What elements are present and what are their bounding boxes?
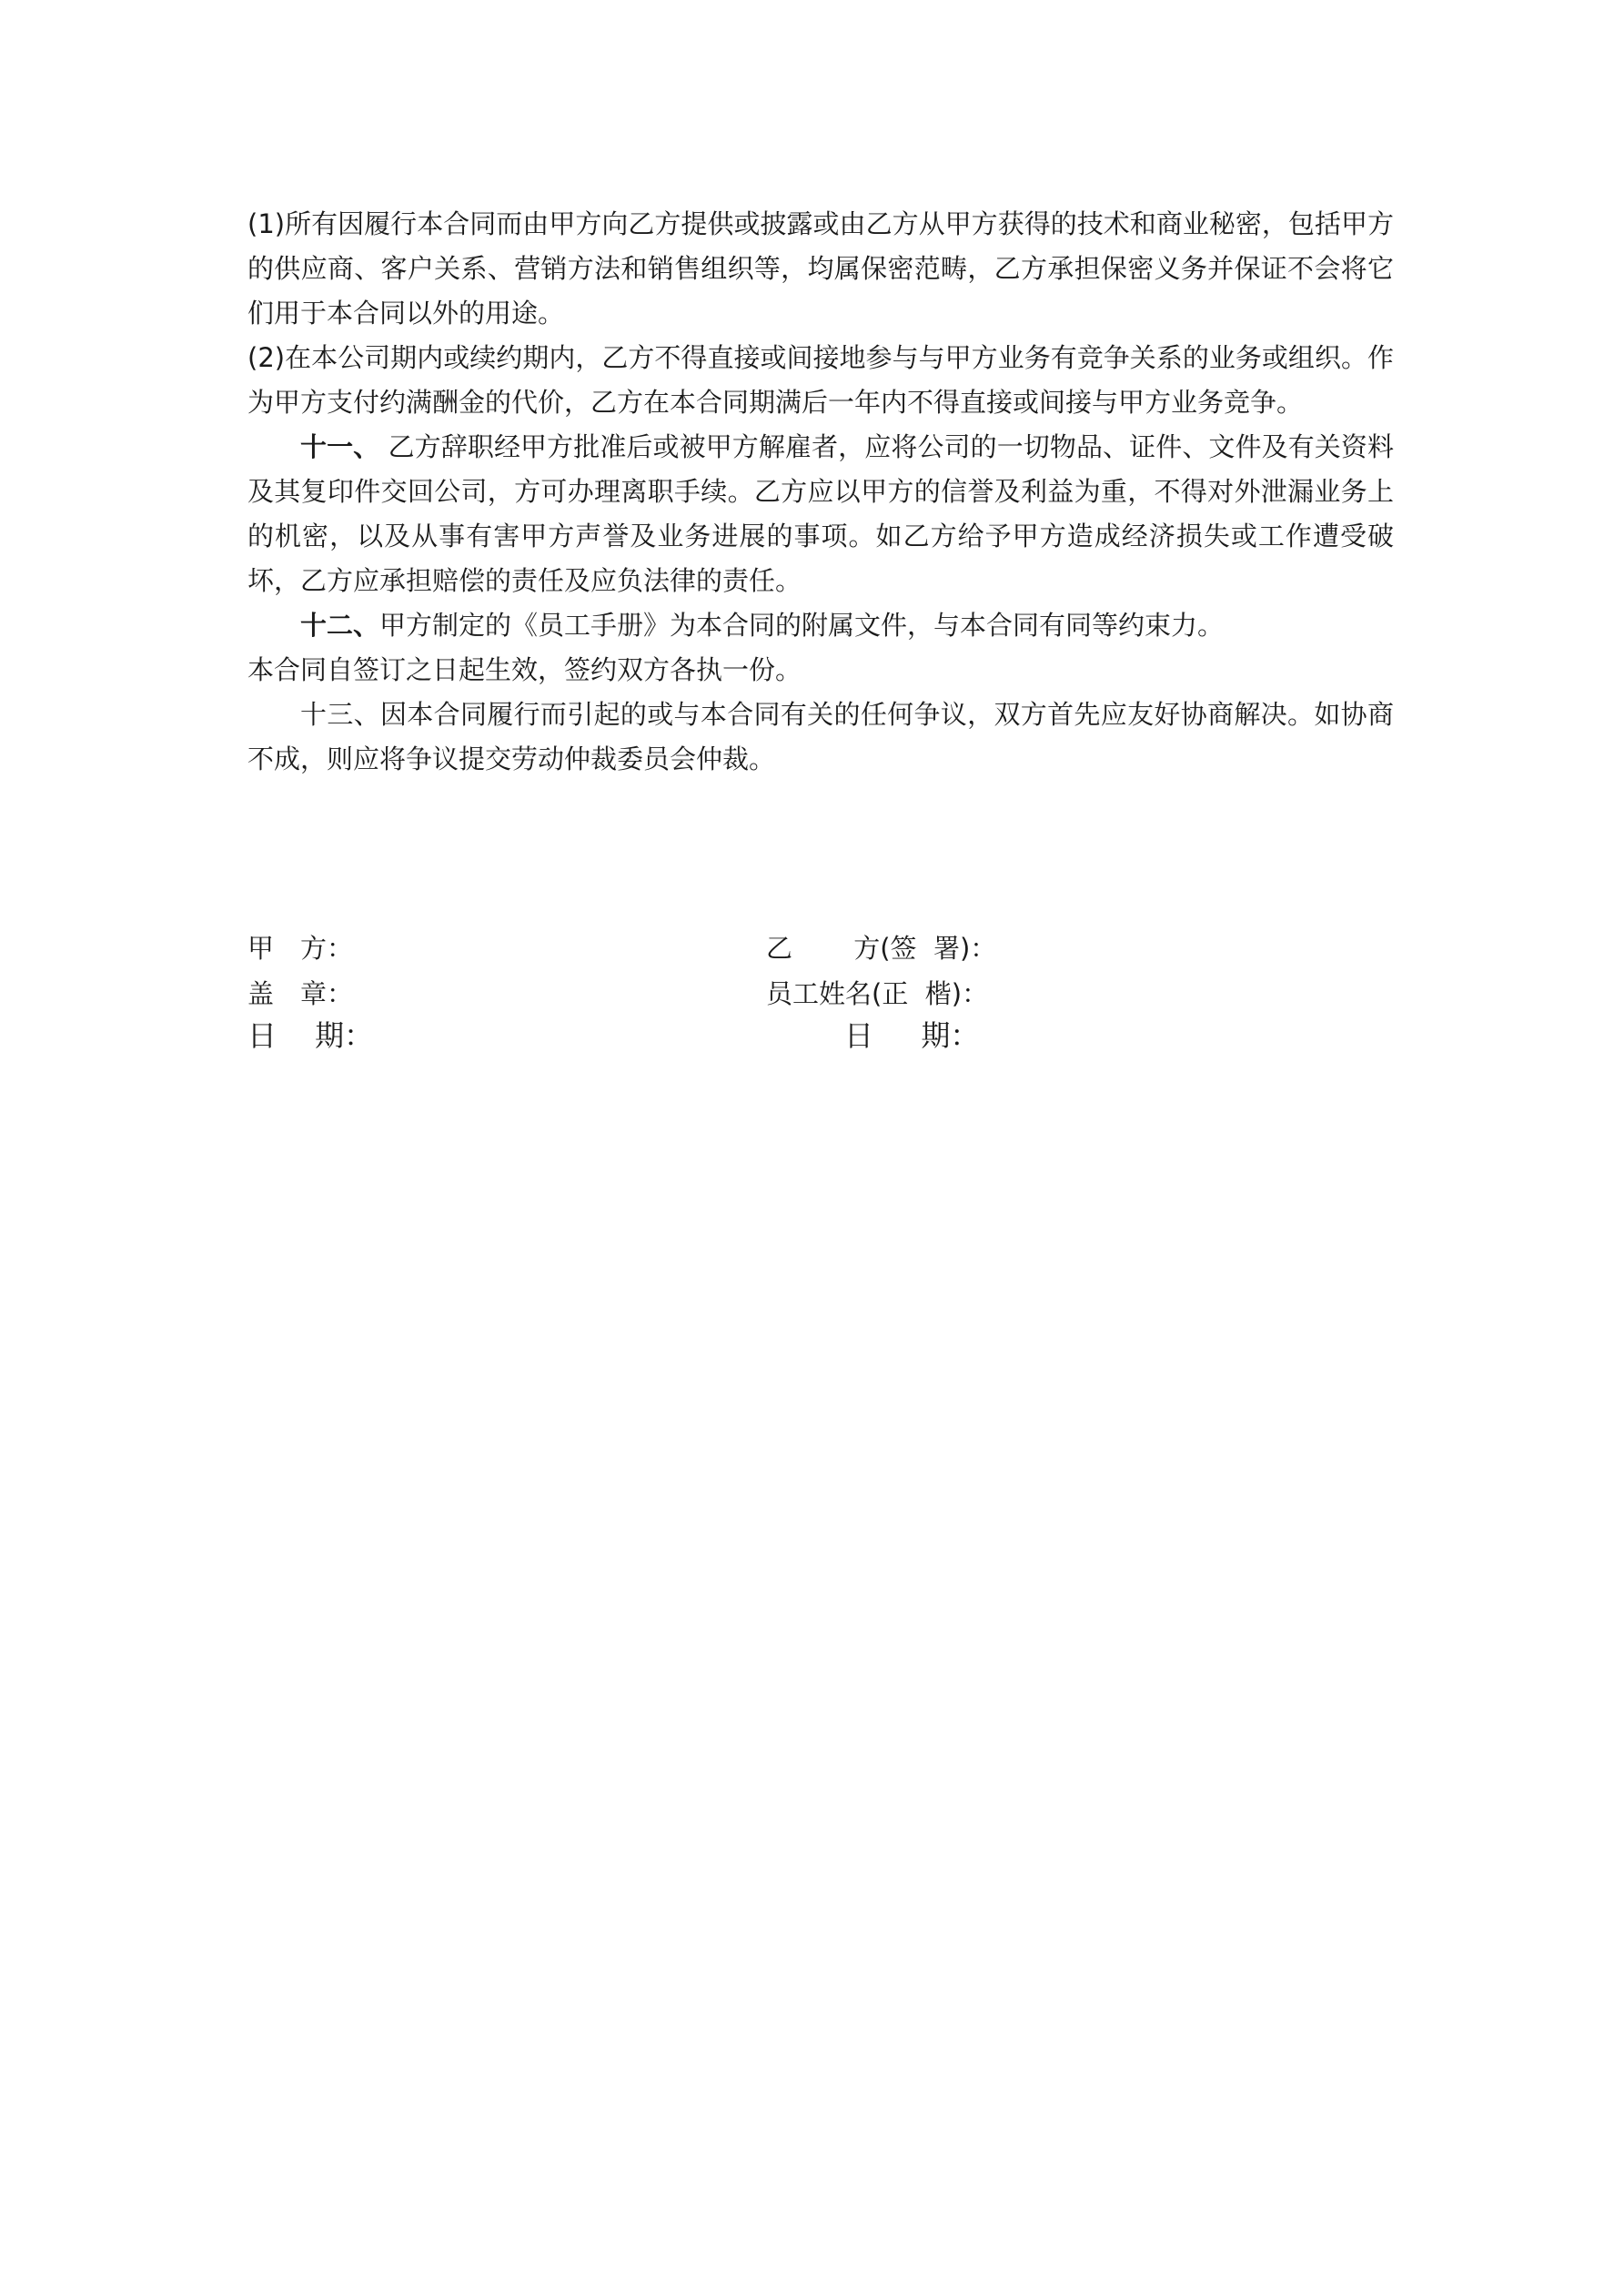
party-a-date-label: 日 期：	[247, 1018, 374, 1053]
party-b-date-label: 日 期：	[844, 1018, 980, 1053]
contract-body	[247, 202, 1394, 782]
non-compete-item-2: (2)在本公司期内或续约期内，乙方不得直接或间接地参与与甲方业务有竞争关系的业务或组织。作为甲方支付约满酬金的代价，乙方在本合同期满后一年内不得直接或间接与甲方业务竞争。	[247, 342, 1394, 418]
clause-11-heading: 十一、	[300, 431, 380, 462]
clause-11-text: 乙方辞职经甲方批准后或被甲方解雇者，应将公司的一切物品、证件、文件及有关资料及其复印件交回公司，方可办理离职手续。乙方应以甲方的信誉及利益为重，不得对外泄漏业务上的机密，以及从事有害甲方声誉及业务进展的事项。如乙方给予甲方造成经济损失或工作遭受破坏，乙方应承担赔偿的责任及应负法律的责任。	[247, 431, 1394, 596]
confidentiality-item-1: (1)所有因履行本合同而由甲方向乙方提供或披露或由乙方从甲方获得的技术和商业秘密，包括甲方的供应商、客户关系、营销方法和销售组织等，均属保密范畴，乙方承担保密义务并保证不会将它们用于本合同以外的用途。	[247, 208, 1394, 329]
clause-12	[247, 603, 1394, 648]
clause-12-text: 甲方制定的《员工手册》为本合同的附属文件，与本合同有同等约束力。	[379, 610, 1225, 641]
party-b-signature-label: 乙 方(签 署)：	[766, 933, 997, 964]
seal-label: 盖 章：	[247, 978, 354, 1009]
effective-statement: 本合同自签订之日起生效，签约双方各执一份。	[247, 654, 802, 685]
clause-13: 十三、因本合同履行而引起的或与本合同有关的任何争议，双方首先应友好协商解决。如协商不成，则应将争议提交劳动仲裁委员会仲裁。	[247, 699, 1394, 774]
employee-name-label: 员工姓名(正 楷)：	[766, 978, 989, 1009]
clause-11	[247, 425, 1394, 603]
party-a-label: 甲 方：	[247, 933, 354, 964]
clause-12-heading: 十二、	[300, 610, 380, 641]
